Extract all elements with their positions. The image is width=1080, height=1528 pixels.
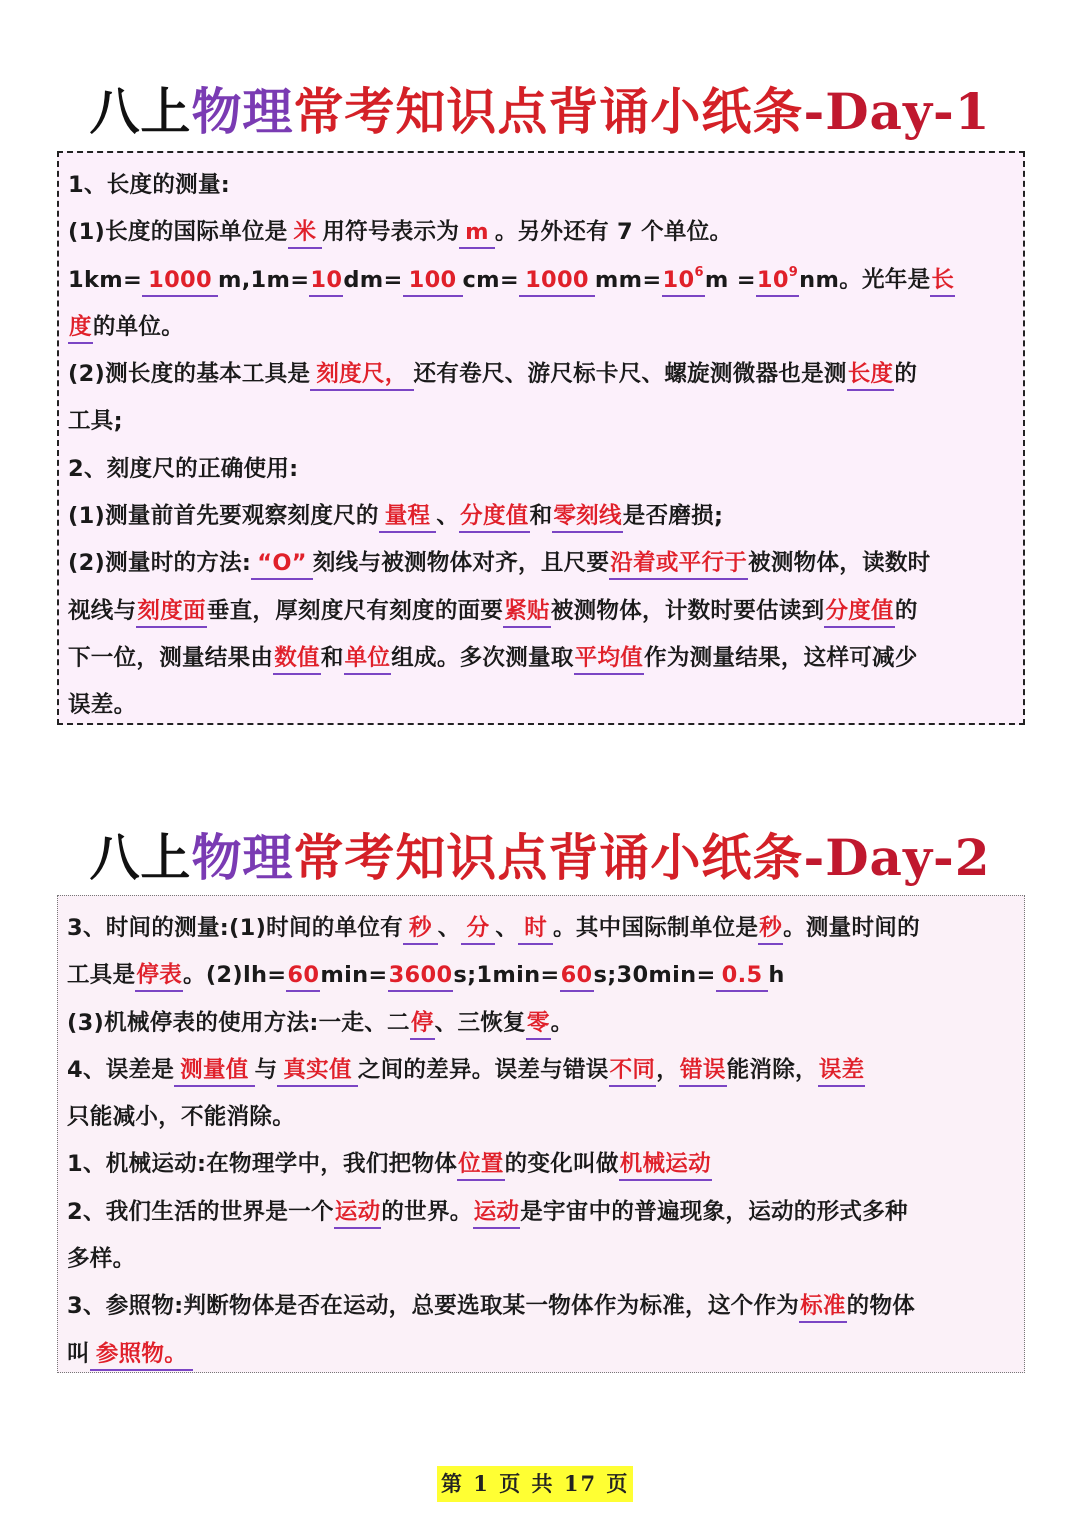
day2-note-box xyxy=(57,895,1025,1373)
text-line: 度的单位。 xyxy=(68,304,1014,351)
answer-blank: 零刻线 xyxy=(552,501,622,533)
text-line: 3、时间的测量:(1)时间的单位有 秒 、 分 、 时 。其中国际制单位是秒。测量时间的 xyxy=(67,905,1015,952)
text-line: 下一位，测量结果由数值和单位组成。多次测量取平均值作为测量结果，这样可减少 xyxy=(68,635,1014,682)
title-day: -Day-2 xyxy=(803,828,991,887)
text-line: 1km= 1000 m,1m=10dm= 100 cm= 1000 $mm=10^6m =10^9nm$。光年是长 xyxy=(68,257,1014,304)
title-main: 常考知识点背诵小纸条 xyxy=(293,828,804,887)
answer-blank: 3600 xyxy=(388,960,454,992)
day1-title xyxy=(0,72,1080,144)
text-line: 2、我们生活的世界是一个运动的世界。运动是宇宙中的普遍现象，运动的形式多种 xyxy=(67,1189,1015,1236)
answer-blank: 量程 xyxy=(379,501,437,533)
text-line: (2)测量时的方法: “O” 刻线与被测物体对齐，且尺要沿着或平行于被测物体，读数时 xyxy=(68,540,1014,587)
text-line: 3、参照物:判断物体是否在运动，总要选取某一物体作为标准，这个作为标准的物体 xyxy=(67,1283,1015,1330)
answer-blank: 数值 xyxy=(273,643,321,675)
title-grade: 八上 xyxy=(89,82,192,141)
text-line: 1、机械运动:在物理学中，我们把物体位置的变化叫做机械运动 xyxy=(67,1141,1015,1188)
answer-blank: 10 xyxy=(309,265,343,297)
text-line: 1、长度的测量: xyxy=(68,172,231,198)
answer-blank: 长度 xyxy=(847,359,895,391)
answer-blank: 位置 xyxy=(457,1149,505,1181)
text-line: 2、刻度尺的正确使用: xyxy=(68,455,299,482)
answer-blank: 紧贴 xyxy=(503,596,551,628)
answer-blank: 沿着或平行于 xyxy=(609,548,748,580)
text-line: 4、误差是 测量值 与 真实值 之间的差异。误差与错误不同，错误能消除，误差 xyxy=(67,1047,1015,1094)
answer-blank: 停 xyxy=(410,1008,435,1040)
answer-blank: 60 xyxy=(560,960,594,992)
title-grade: 八上 xyxy=(89,828,192,887)
text-line: 工具; xyxy=(68,408,123,435)
answer-blank: 零 xyxy=(526,1008,551,1040)
text-line: (1)测量前首先要观察刻度尺的 量程 、分度值和零刻线是否磨损; xyxy=(68,493,1014,540)
answer-blank: 秒 xyxy=(403,913,438,945)
answer-blank: 标准 xyxy=(799,1291,847,1323)
text-line: (1)长度的国际单位是 米 用符号表示为 m 。另外还有 7 个单位。 xyxy=(68,209,1014,256)
answer-blank: 停表 xyxy=(135,960,183,992)
answer-blank: 分度值 xyxy=(824,596,894,628)
answer-blank: 分 xyxy=(461,913,496,945)
answer-blank: 100 xyxy=(403,265,463,297)
text-line: 视线与刻度面垂直，厚刻度尺有刻度的面要紧贴被测物体，计数时要估读到分度值的 xyxy=(68,588,1014,635)
text-line: 叫 参照物。 xyxy=(67,1331,1015,1378)
answer-blank: 真实值 xyxy=(277,1055,357,1087)
answer-blank: 运动 xyxy=(334,1197,382,1229)
text-line: 多样。 xyxy=(67,1246,136,1273)
answer-blank: $10^9$ xyxy=(756,265,799,297)
title-day: -Day-1 xyxy=(803,82,991,141)
answer-blank: $10^6$ xyxy=(662,265,705,297)
text-line: (3)机械停表的使用方法:一走、二停、三恢复零。 xyxy=(67,1000,1015,1047)
answer-blank: 机械运动 xyxy=(619,1149,712,1181)
title-main: 常考知识点背诵小纸条 xyxy=(293,82,804,141)
answer-blank: m xyxy=(459,217,495,249)
page-number: 第 1 页 共 17 页 xyxy=(437,1466,633,1502)
answer-blank: 刻度尺， xyxy=(310,359,413,391)
answer-blank: 1000 xyxy=(142,265,218,297)
answer-blank: “O” xyxy=(251,548,313,580)
text-line: 误差。 xyxy=(68,692,137,719)
answer-blank: 参照物。 xyxy=(90,1339,193,1371)
day1-note-box xyxy=(57,151,1025,725)
answer-blank: 错误 xyxy=(679,1055,727,1087)
answer-blank: 分度值 xyxy=(459,501,529,533)
text-line: 只能减小，不能消除。 xyxy=(67,1104,296,1131)
answer-blank: 测量值 xyxy=(174,1055,254,1087)
text-line: (2)测长度的基本工具是 刻度尺， 还有卷尺、游尺标卡尺、螺旋测微器也是测长度的 xyxy=(68,351,1014,398)
answer-blank: 长 xyxy=(930,265,955,297)
title-subject: 物理 xyxy=(191,828,294,887)
answer-blank: 时 xyxy=(518,913,553,945)
answer-blank: 60 xyxy=(286,960,320,992)
answer-blank: 0.5 xyxy=(716,960,769,992)
answer-blank: 米 xyxy=(288,217,323,249)
answer-blank: 不同 xyxy=(609,1055,657,1087)
text-line: 工具是停表。(2)lh=60min=3600s;1min=60s;30min= 0.5 h xyxy=(67,952,1015,999)
answer-blank: 平均值 xyxy=(574,643,644,675)
answer-blank: 度 xyxy=(68,312,93,344)
answer-blank: 误差 xyxy=(818,1055,866,1087)
answer-blank: 单位 xyxy=(344,643,392,675)
answer-blank: 运动 xyxy=(473,1197,521,1229)
day2-title xyxy=(0,818,1080,890)
answer-blank: 1000 xyxy=(519,265,595,297)
answer-blank: 秒 xyxy=(758,913,783,945)
answer-blank: 刻度面 xyxy=(136,596,206,628)
title-subject: 物理 xyxy=(191,82,294,141)
